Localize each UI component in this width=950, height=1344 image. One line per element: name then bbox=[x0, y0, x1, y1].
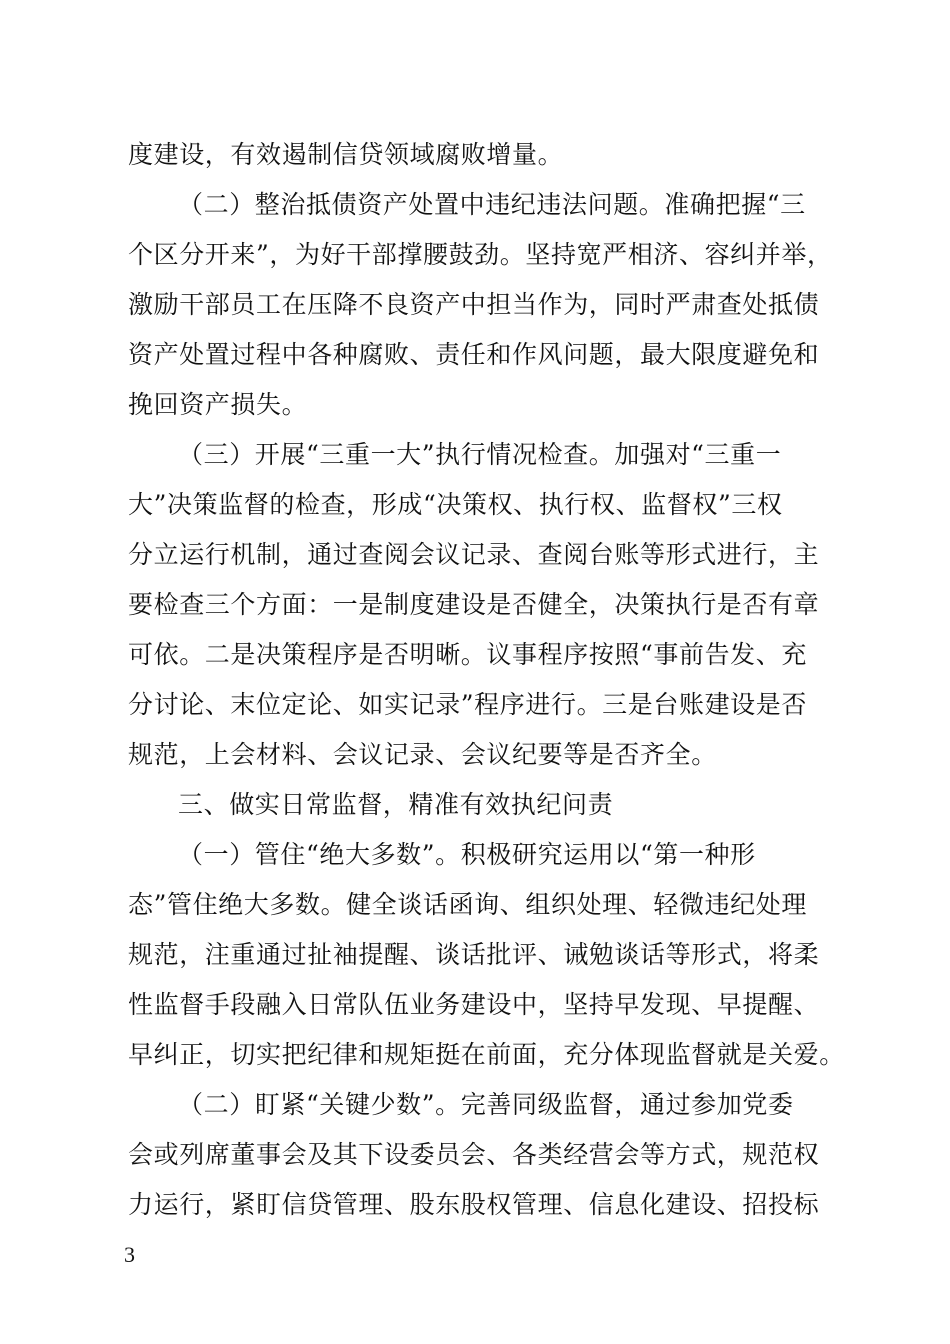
text-line: 力运行，紧盯信贷管理、股东股权管理、信息化建设、招投标 bbox=[128, 1190, 820, 1219]
text-line: 大”决策监督的检查，形成“决策权、执行权、监督权”三权 bbox=[128, 490, 783, 519]
text-line: 会或列席董事会及其下设委员会、各类经营会等方式，规范权 bbox=[128, 1140, 820, 1169]
text-line: （二）盯紧“关键少数”。完善同级监督，通过参加党委 bbox=[178, 1090, 794, 1119]
page-number: 3 bbox=[124, 1242, 135, 1267]
text-line: 资产处置过程中各种腐败、责任和作风问题，最大限度避免和 bbox=[128, 340, 820, 369]
text-line: 性监督手段融入日常队伍业务建设中，坚持早发现、早提醒、 bbox=[128, 990, 820, 1019]
text-line: （一）管住“绝大多数”。积极研究运用以“第一种形 bbox=[178, 840, 756, 869]
text-line: 早纠正，切实把纪律和规矩挺在前面，充分体现监督就是关爱。 bbox=[128, 1040, 845, 1069]
text-line: （二）整治抵债资产处置中违纪违法问题。准确把握“三 bbox=[178, 190, 806, 219]
text-line: 分立运行机制，通过查阅会议记录、查阅台账等形式进行，主 bbox=[128, 540, 820, 569]
section-heading: 三、做实日常监督，精准有效执纪问责 bbox=[178, 790, 614, 819]
text-line: 分讨论、末位定论、如实记录”程序进行。三是台账建设是否 bbox=[128, 690, 807, 719]
text-line: 可依。二是决策程序是否明晰。议事程序按照“事前告发、充 bbox=[128, 640, 807, 669]
text-line: 激励干部员工在压降不良资产中担当作为，同时严肃查处抵债 bbox=[128, 290, 820, 319]
text-line: 要检查三个方面：一是制度建设是否健全，决策执行是否有章 bbox=[128, 590, 820, 619]
text-line: 规范，上会材料、会议记录、会议纪要等是否齐全。 bbox=[128, 740, 717, 769]
text-line: 规范，注重通过扯袖提醒、谈话批评、诫勉谈话等形式，将柔 bbox=[128, 940, 820, 969]
text-line: （三）开展“三重一大”执行情况检查。加强对“三重一 bbox=[178, 440, 782, 469]
text-line: 态”管住绝大多数。健全谈话函询、组织处理、轻微违纪处理 bbox=[128, 890, 807, 919]
text-line: 度建设，有效遏制信贷领域腐败增量。 bbox=[128, 140, 564, 169]
text-line: 挽回资产损失。 bbox=[128, 390, 308, 419]
text-line: 个区分开来”，为好干部撑腰鼓劲。坚持宽严相济、容纠并举， bbox=[128, 240, 833, 269]
